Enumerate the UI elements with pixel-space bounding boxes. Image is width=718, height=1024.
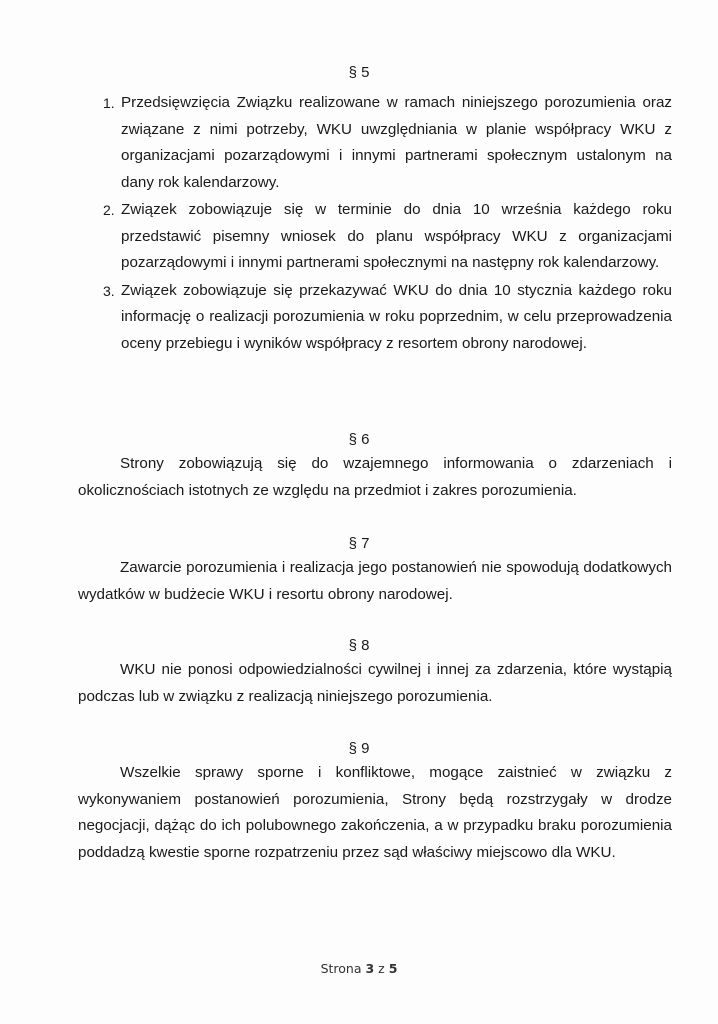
section-heading-8: § 8 xyxy=(348,637,370,654)
list-item xyxy=(78,278,672,358)
paragraph-text: Wszelkie sprawy sporne i konfliktowe, mogące zaistnieć w związku z wykonywaniem postanowień porozumienia, Strony będą rozstrzygały w drodze negocjacji, dążąc do ich polubownego zakończenia, a w przypadku braku porozumienia poddadzą kwestie sporne rozpatrzeniu przez sąd właściwy miejscowo dla WKU. xyxy=(78,764,672,861)
footer-of: z xyxy=(378,961,385,976)
section-7-paragraph xyxy=(78,555,672,608)
section-heading-6: § 6 xyxy=(348,431,370,448)
list-item xyxy=(78,197,672,277)
section-9-paragraph xyxy=(78,760,672,866)
footer-total-pages: 5 xyxy=(388,961,398,976)
page-footer xyxy=(0,961,718,976)
footer-label: Strona xyxy=(320,961,362,976)
section-heading-5: § 5 xyxy=(348,64,370,81)
list-text: Związek zobowiązuje się w terminie do dnia 10 września każdego roku przedstawić pisemny wniosek do planu współpracy WKU z organizacjami pozarządowymi i innymi partnerami społecznymi na następny rok kalendarzowy. xyxy=(121,201,672,271)
list-number: 1. xyxy=(103,95,115,111)
paragraph-text: WKU nie ponosi odpowiedzialności cywilnej i innej za zdarzenia, które wystąpią podczas lub w związku z realizacją niniejszego porozumienia. xyxy=(78,661,672,705)
paragraph-text: Strony zobowiązują się do wzajemnego informowania o zdarzeniach i okolicznościach istotnych ze względu na przedmiot i zakres porozumienia. xyxy=(78,455,672,499)
list-text: Związek zobowiązuje się przekazywać WKU do dnia 10 stycznia każdego roku informację o realizacji porozumienia w roku poprzednim, w celu przeprowadzenia oceny przebiegu i wyników współpracy z resortem obrony narodowej. xyxy=(121,281,672,352)
section-8-paragraph xyxy=(78,657,672,710)
list-number: 2. xyxy=(103,202,115,218)
section-5-list xyxy=(78,90,672,357)
section-6-paragraph xyxy=(78,451,672,504)
section-heading-7: § 7 xyxy=(348,535,370,552)
list-item xyxy=(78,90,672,196)
section-heading-9: § 9 xyxy=(348,740,370,757)
list-number: 3. xyxy=(103,282,115,299)
paragraph-text: Zawarcie porozumienia i realizacja jego postanowień nie spowodują dodatkowych wydatków w budżecie WKU i resortu obrony narodowej. xyxy=(78,559,672,603)
list-text: Przedsięwzięcia Związku realizowane w ramach niniejszego porozumienia oraz związane z nimi potrzeby, WKU uwzględniania w planie współpracy WKU z organizacjami pozarządowymi i innymi partnerami społecznym ustalonym na dany rok kalendarzowy. xyxy=(121,94,672,191)
footer-page-number: 3 xyxy=(365,961,375,976)
